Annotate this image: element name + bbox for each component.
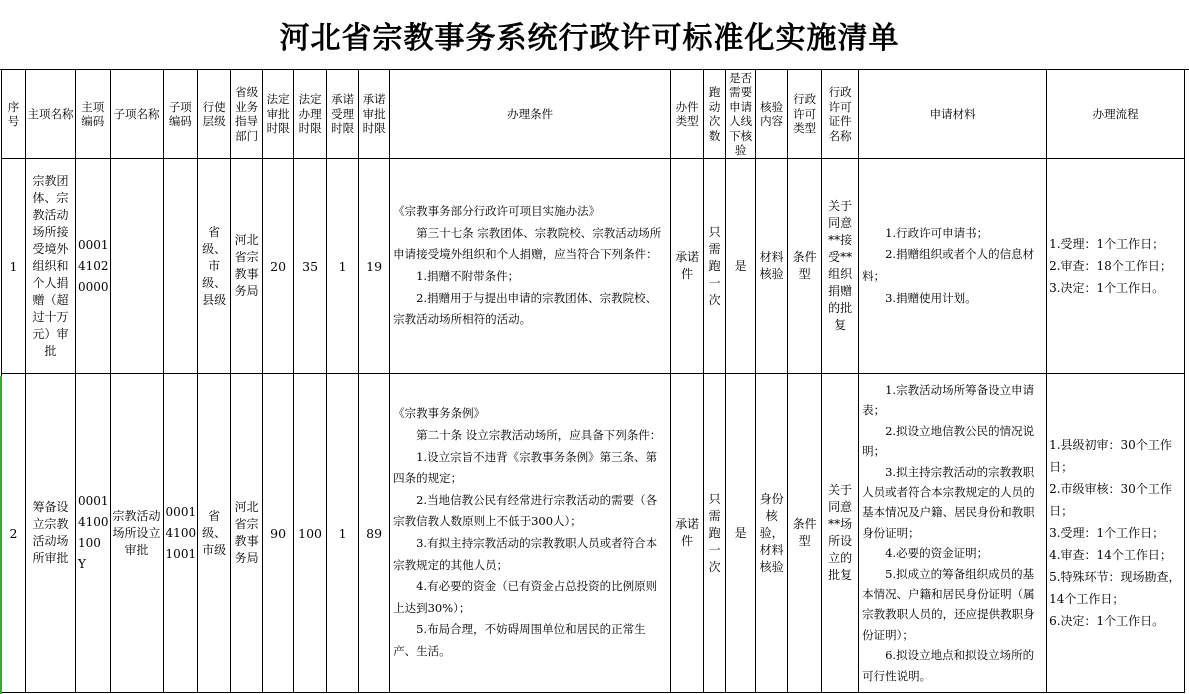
cell-level: 省级、市级、县级 [198,159,231,374]
table-row [2,159,1185,374]
cell-visits: 只需跑一次 [704,159,726,374]
header-promise-days: 承诺审批时限 [359,70,390,159]
cell-seq: 1 [2,159,26,374]
header-process: 办理流程 [1047,70,1185,159]
cell-cert-name: 关于同意**场所设立的批复 [822,374,859,693]
header-sub-code: 子项编码 [163,70,198,159]
cell-handle-type: 承诺件 [671,159,704,374]
cell-offline: 是 [726,159,756,374]
header-visits: 跑动次数 [704,70,726,159]
cell-permit-type: 条件型 [788,374,822,693]
cell-handle-type: 承诺件 [671,374,704,693]
cell-legal-days: 90 [263,374,294,693]
cell-conditions: 《宗教事务条例》 第二十条 设立宗教活动场所，应具备下列条件： 1.设立宗旨不违背《宗教事务条例》第三条、第四条的规定； 2.当地信教公民有经常进行宗教活动的需要（各宗教信教人数原则上不低于300人）； 3.有拟主持宗教活动的宗教教职人员或者符合本宗教规定的其他人员； 4.有必要的资金（已有资金占总投资的比例原则上达到30%）； 5.布局合理，不妨碍周围单位和居民的正常生产、生活。 [390,374,671,693]
selection-indicator [0,376,2,694]
header-conditions: 办理条件 [390,70,671,159]
cell-legal-handle: 100 [294,374,327,693]
cell-level: 省级、市级 [198,374,231,693]
cell-promise-accept: 1 [327,159,359,374]
permit-table [1,69,1185,693]
header-main-name: 主项名称 [26,70,76,159]
cell-main-code: 0001 4102 0000 [76,159,111,374]
cell-materials: 1.宗教活动场所筹备设立申请表； 2.拟设立地信教公民的情况说明； 3.拟主持宗教活动的宗教教职人员或者符合本宗教规定的人员的基本情况及户籍、居民身份和教职身份证明； 4.必要的资金证明； 5.拟成立的筹备组织成员的基本情况、户籍和居民身份证明（属宗教教职人员的，还应提供教职身份证明）； 6.拟设立地点和拟设立场所的可行性说明。 [859,374,1047,693]
cell-promise-days: 19 [359,159,390,374]
cell-promise-days: 89 [359,374,390,693]
cell-sub-code: 0001 4100 1001 [163,374,198,693]
header-verify: 核验内容 [756,70,788,159]
header-row [2,70,1185,159]
header-seq: 序号 [2,70,26,159]
header-legal-days: 法定审批时限 [263,70,294,159]
cell-process: 1.受理：1个工作日； 2.审查：18个工作日； 3.决定：1个工作日。 [1047,159,1185,374]
cell-legal-days: 20 [263,159,294,374]
page-title: 河北省宗教事务系统行政许可标准化实施清单 [279,20,900,56]
cell-permit-type: 条件型 [788,159,822,374]
title-bar [0,0,1189,70]
header-dept: 省级业务指导部门 [231,70,263,159]
cell-promise-accept: 1 [327,374,359,693]
cell-main-code: 0001 4100 100 Y [76,374,111,693]
cell-process: 1.县级初审：30个工作日； 2.市级审核：30个工作日； 3.受理：1个工作日； 4.审查：14个工作日； 5.特殊环节：现场勘查，14个工作日； 6.决定：1个工作日。 [1047,374,1185,693]
cell-sub-name: 宗教活动场所设立审批 [110,374,163,693]
cell-legal-handle: 35 [294,159,327,374]
cell-materials: 1.行政许可申请书； 2.捐赠组织或者个人的信息材料； 3.捐赠使用计划。 [859,159,1047,374]
header-materials: 申请材料 [859,70,1047,159]
header-level: 行使层级 [198,70,231,159]
cell-verify: 身份核验，材料核验 [756,374,788,693]
cell-main-name: 筹备设立宗教活动场所审批 [26,374,76,693]
header-permit-type: 行政许可类型 [788,70,822,159]
header-cert-name: 行政许可证件名称 [822,70,859,159]
header-promise-accept: 承诺受理时限 [327,70,359,159]
cell-visits: 只需跑一次 [704,374,726,693]
cell-dept: 河北省宗教事务局 [231,374,263,693]
header-main-code: 主项编码 [76,70,111,159]
cell-conditions: 《宗教事务部分行政许可项目实施办法》 第三十七条 宗教团体、宗教院校、宗教活动场所申请接受境外组织和个人捐赠，应当符合下列条件： 1.捐赠不附带条件； 2.捐赠用于与提出申请的宗教团体、宗教院校、宗教活动场所相符的活动。 [390,159,671,374]
cell-offline: 是 [726,374,756,693]
cell-dept: 河北省宗教事务局 [231,159,263,374]
cell-cert-name: 关于同意**接受**组织捐赠的批复 [822,159,859,374]
cell-sub-code [163,159,198,374]
cell-main-name: 宗教团体、宗教活动场所接受境外组织和个人捐赠（超过十万元）审批 [26,159,76,374]
header-legal-handle: 法定办理时限 [294,70,327,159]
header-offline: 是否需要申请人线下核验 [726,70,756,159]
header-sub-name: 子项名称 [110,70,163,159]
cell-verify: 材料核验 [756,159,788,374]
header-handle-type: 办件类型 [671,70,704,159]
cell-seq: 2 [2,374,26,693]
table-row [2,374,1185,693]
cell-sub-name [110,159,163,374]
